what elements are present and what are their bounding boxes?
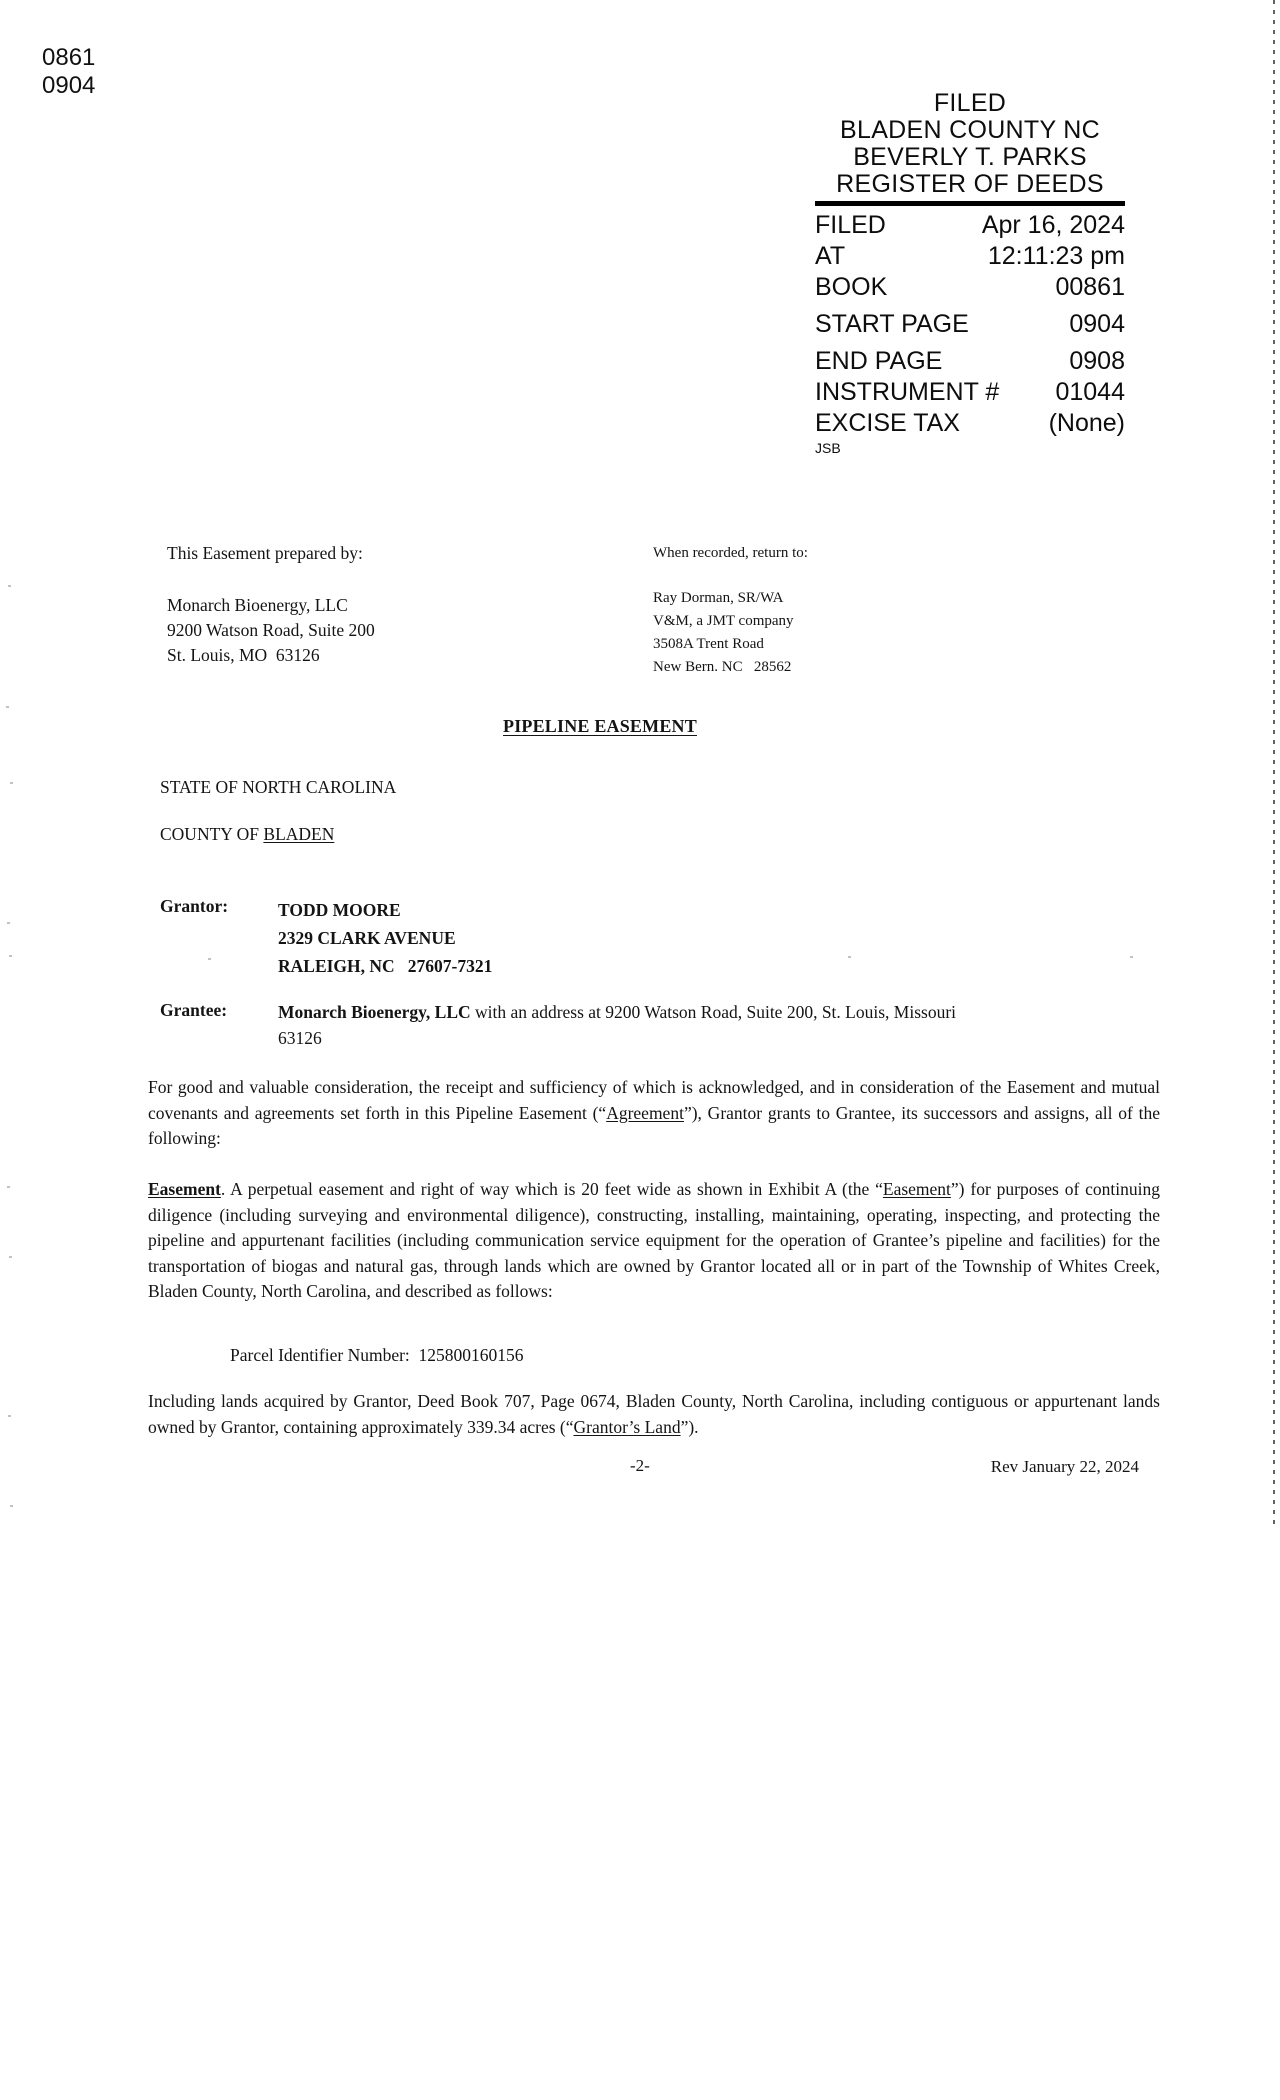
scan-artifact: [7, 922, 10, 924]
prepared-by-block: [167, 541, 375, 668]
grantee-address-text: with an address at 9200 Watson Road, Suite 200, St. Louis, Missouri: [470, 1002, 957, 1022]
address-line: New Bern. NC 28562: [653, 659, 792, 675]
paragraph-text: For good and valuable consideration, the receipt and sufficiency of which is acknowledged, and in consideration of the Easement and mutual covenants and agreements set forth in this Pipeline Easement (“: [148, 1077, 1160, 1123]
paragraph-text: Including lands acquired by Grantor, Deed Book 707, Page 0674, Bladen County, North Carolina, including contiguous or appurtenant lands owned by Grantor, containing approximately 339.34 acres (“: [148, 1391, 1160, 1437]
stamp-header-line: FILED: [933, 89, 1007, 117]
scan-artifact-right-edge: [1273, 0, 1275, 1525]
stamp-field-label: INSTRUMENT #: [815, 378, 1000, 406]
document-title: PIPELINE EASEMENT: [503, 716, 697, 736]
including-lands-paragraph: [148, 1389, 1160, 1440]
stamp-header-line: BLADEN COUNTY NC: [840, 116, 1100, 144]
defined-term-easement: Easement: [882, 1179, 951, 1199]
clerk-initials: JSB: [815, 440, 841, 456]
filing-stamp-header: [815, 90, 1125, 198]
stamp-field-value: (None): [1048, 409, 1125, 437]
state-line: STATE OF NORTH CAROLINA: [160, 777, 397, 797]
stamp-field-label: START PAGE: [815, 310, 969, 338]
address-line: Ray Dorman, SR/WA: [653, 590, 784, 606]
address-line: V&M, a JMT company: [653, 613, 794, 629]
scan-artifact: [10, 782, 13, 784]
stamp-field-value: Apr 16, 2024: [981, 211, 1125, 239]
prepared-by-address: [167, 593, 375, 668]
grantor-address: [278, 896, 492, 980]
grantee-description: [278, 1000, 1170, 1051]
section-heading-easement: Easement: [148, 1179, 221, 1199]
grantee-label: Grantee:: [160, 1000, 228, 1020]
consideration-paragraph: [148, 1075, 1160, 1152]
stamp-field-row: [815, 273, 1125, 302]
stamp-field-row: [815, 409, 1125, 438]
county-name: BLADEN: [263, 824, 335, 844]
stamp-field-label: END PAGE: [815, 347, 943, 375]
scan-artifact: [9, 955, 12, 957]
scan-artifact: [9, 1256, 12, 1258]
parcel-identifier-line: Parcel Identifier Number: 125800160156: [230, 1345, 524, 1365]
stamp-field-value: 0904: [1069, 310, 1125, 338]
grantor-line: RALEIGH, NC 27607-7321: [278, 956, 493, 976]
stamp-header-line: BEVERLY T. PARKS: [853, 143, 1087, 171]
paragraph-text: . A perpetual easement and right of way which is 20 feet wide as shown in Exhibit A (the “: [220, 1179, 883, 1199]
address-line: 3508A Trent Road: [653, 636, 764, 652]
scan-artifact: [1130, 956, 1133, 958]
defined-term-grantors-land: Grantor’s Land: [573, 1416, 681, 1437]
footer-page-number: -2-: [630, 1456, 650, 1475]
scan-artifact: [8, 585, 11, 587]
scan-artifact: [10, 1505, 13, 1507]
stamp-field-row: [815, 378, 1125, 407]
stamp-divider-rule: [815, 201, 1125, 206]
scan-artifact: [8, 1415, 11, 1417]
address-line: 9200 Watson Road, Suite 200: [167, 620, 375, 640]
scan-artifact: [208, 958, 211, 960]
stamp-field-value: 12:11:23 pm: [987, 242, 1125, 270]
return-to-address: [653, 587, 808, 679]
stamp-field-label: EXCISE TAX: [815, 409, 960, 437]
easement-paragraph: [148, 1177, 1160, 1305]
scan-artifact: [848, 956, 851, 958]
stamp-field-row: [815, 310, 1125, 339]
grantor-line: TODD MOORE: [278, 900, 401, 920]
scan-artifact: [7, 1186, 10, 1188]
paragraph-text: ”).: [680, 1416, 699, 1437]
address-line: Monarch Bioenergy, LLC: [167, 595, 348, 615]
county-prefix: COUNTY OF: [160, 824, 264, 844]
book-page-numbers: [42, 44, 95, 100]
stamp-field-label: FILED: [815, 211, 886, 239]
footer-revision-date: Rev January 22, 2024: [990, 1457, 1139, 1476]
return-to-heading: When recorded, return to:: [653, 545, 808, 561]
paragraph-text: ”) for purposes of continuing diligence (including surveying and environmental diligence), constructing, installing, maintaining, operating, inspecting, and protecting the pipeline and appurtenant facilities (including communication service equipment for the operation of Grantee’s pipeline and facilities) for the transportation of biogas and natural gas, through lands which are owned by Grantor located all or in part of the Township of Whites Creek, Bladen County, North Carolina, and described as follows:: [148, 1179, 1160, 1301]
stamp-field-row: [815, 242, 1125, 271]
address-line: St. Louis, MO 63126: [167, 645, 320, 665]
stamp-field-label: BOOK: [815, 273, 888, 301]
paragraph-text: ”), Grantor grants to Grantee, its successors and assigns, all of the following:: [148, 1102, 1160, 1148]
stamp-header-line: REGISTER OF DEEDS: [836, 170, 1104, 198]
grantee-zip: 63126: [278, 1027, 322, 1048]
filing-stamp: [815, 90, 1125, 456]
grantor-line: 2329 CLARK AVENUE: [278, 928, 456, 948]
book-number: 0861: [42, 44, 96, 71]
county-line: [160, 824, 334, 845]
grantor-label: Grantor:: [160, 896, 229, 916]
stamp-field-value: 01044: [1055, 378, 1125, 406]
prepared-by-heading: This Easement prepared by:: [167, 543, 363, 563]
grantee-name: Monarch Bioenergy, LLC: [278, 1002, 471, 1022]
stamp-field-value: 00861: [1055, 273, 1125, 301]
filing-stamp-fields: [815, 211, 1125, 438]
stamp-field-label: AT: [815, 242, 846, 270]
page-number: 0904: [42, 72, 96, 99]
return-to-block: [653, 542, 808, 679]
stamp-field-row: [815, 211, 1125, 240]
scan-artifact: [6, 706, 9, 708]
stamp-field-row: [815, 347, 1125, 376]
defined-term-agreement: Agreement: [606, 1102, 684, 1123]
stamp-field-value: 0908: [1069, 347, 1125, 375]
